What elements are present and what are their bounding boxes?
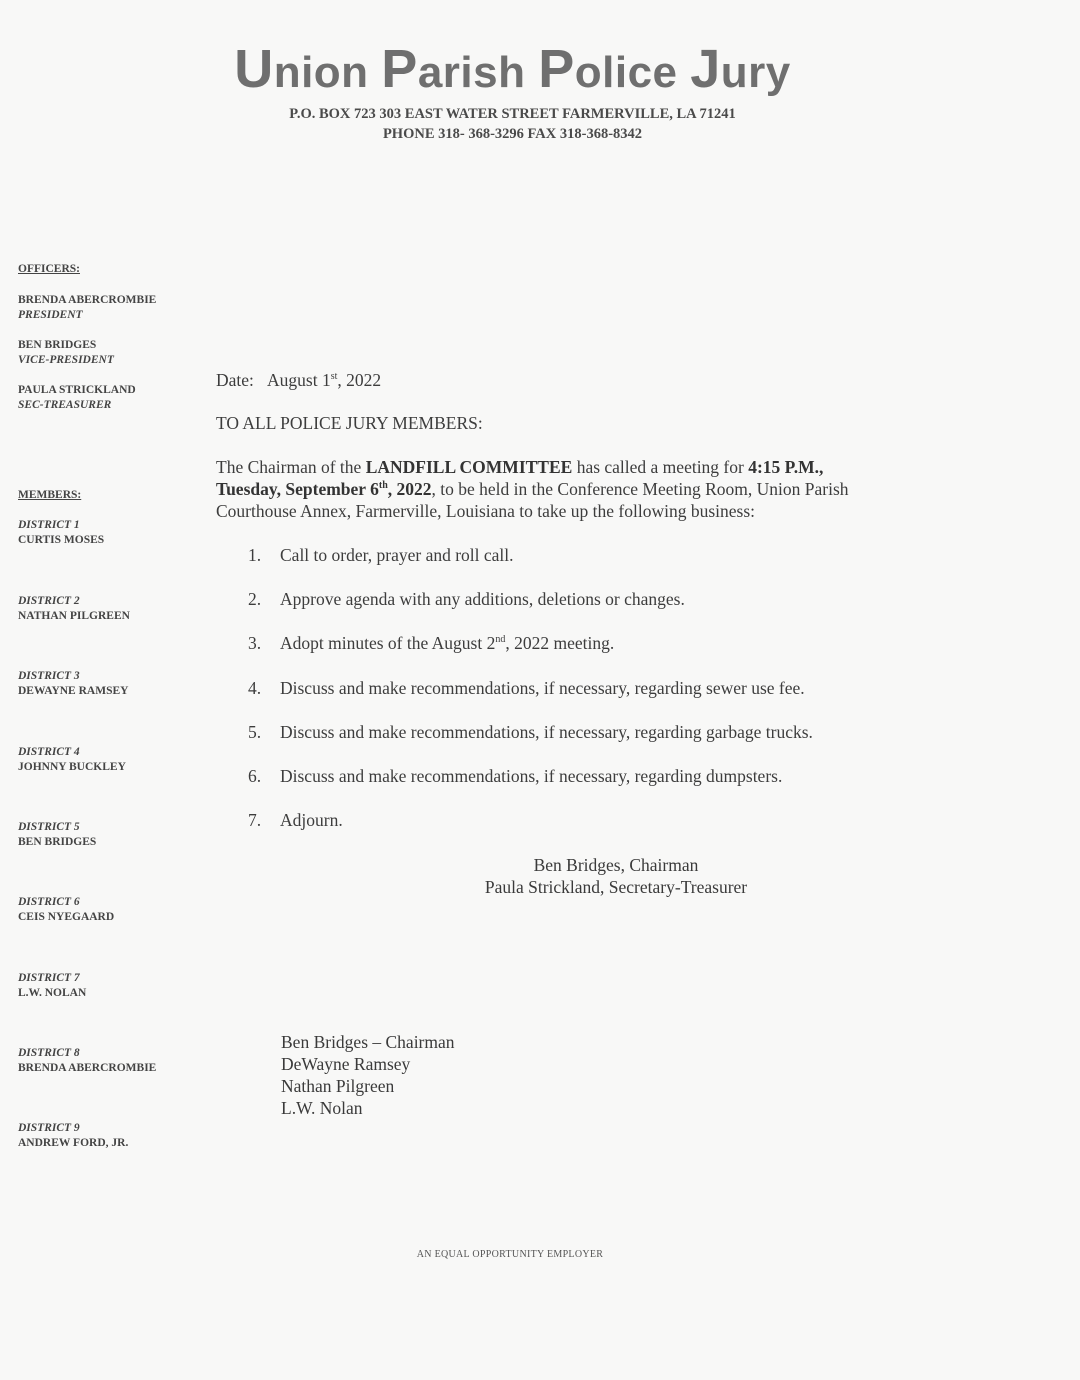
agenda-item: 3. Adopt minutes of the August 2nd, 2022 meeting. — [248, 633, 615, 653]
committee-member: L.W. Nolan — [281, 1098, 363, 1118]
letter-paragraph-line-2: Tuesday, September 6th, 2022, to be held in the Conference Meeting Room, Union Parish — [216, 479, 849, 499]
officers-heading: OFFICERS: — [18, 263, 80, 275]
letter-date: Date: August 1st, 2022 — [216, 370, 382, 390]
member-district-3: DISTRICT 3 DEWAYNE RAMSEY — [18, 670, 129, 697]
committee-member: Ben Bridges – Chairman — [281, 1032, 455, 1052]
member-district-5: DISTRICT 5 BEN BRIDGES — [18, 821, 97, 848]
member-district-4: DISTRICT 4 JOHNNY BUCKLEY — [18, 746, 126, 773]
member-district-6: DISTRICT 6 CEIS NYEGAARD — [18, 896, 115, 923]
officer-sec-treasurer: PAULA STRICKLAND SEC-TREASURER — [18, 384, 136, 411]
members-heading: MEMBERS: — [18, 489, 82, 501]
agenda-item: 6. Discuss and make recommendations, if necessary, regarding dumpsters. — [248, 766, 783, 786]
member-district-7: DISTRICT 7 L.W. NOLAN — [18, 972, 87, 999]
letterhead-address: P.O. BOX 723 303 EAST WATER STREET FARMERVILLE, LA 71241 — [289, 106, 736, 122]
agenda-item: 4. Discuss and make recommendations, if necessary, regarding sewer use fee. — [248, 678, 805, 698]
committee-member: Nathan Pilgreen — [281, 1076, 395, 1096]
agenda-item: 1. Call to order, prayer and roll call. — [248, 545, 514, 565]
member-district-9: DISTRICT 9 ANDREW FORD, JR. — [18, 1122, 129, 1149]
letter-paragraph — [216, 456, 849, 522]
committee-members-list — [281, 1031, 455, 1119]
letterhead-title: Union Parish Police Jury — [234, 39, 791, 99]
letter-paragraph-line-1: The Chairman of the LANDFILL COMMITTEE has called a meeting for 4:15 P.M., — [216, 457, 824, 477]
committee-member: DeWayne Ramsey — [281, 1054, 411, 1074]
officer-president: BRENDA ABERCROMBIE PRESIDENT — [18, 294, 157, 321]
agenda-item: 2. Approve agenda with any additions, deletions or changes. — [248, 589, 685, 609]
signature-block — [416, 854, 816, 898]
officer-vice-president: BEN BRIDGES VICE-PRESIDENT — [18, 339, 114, 366]
letter-paragraph-line-3: Courthouse Annex, Farmerville, Louisiana to take up the following business: — [216, 501, 756, 521]
member-district-2: DISTRICT 2 NATHAN PILGREEN — [18, 595, 130, 622]
agenda-item: 5. Discuss and make recommendations, if necessary, regarding garbage trucks. — [248, 722, 813, 742]
footer-equal-opportunity: AN EQUAL OPPORTUNITY EMPLOYER — [416, 1249, 604, 1260]
letter-salutation: TO ALL POLICE JURY MEMBERS: — [216, 413, 483, 433]
member-district-1: DISTRICT 1 CURTIS MOSES — [18, 519, 105, 546]
signature-chairman: Ben Bridges, Chairman — [533, 855, 699, 875]
agenda-item: 7. Adjourn. — [248, 810, 343, 830]
letterhead-phone: PHONE 318- 368-3296 FAX 318-368-8342 — [382, 126, 643, 142]
member-district-8: DISTRICT 8 BRENDA ABERCROMBIE — [18, 1047, 157, 1074]
signature-secretary: Paula Strickland, Secretary-Treasurer — [484, 877, 748, 897]
